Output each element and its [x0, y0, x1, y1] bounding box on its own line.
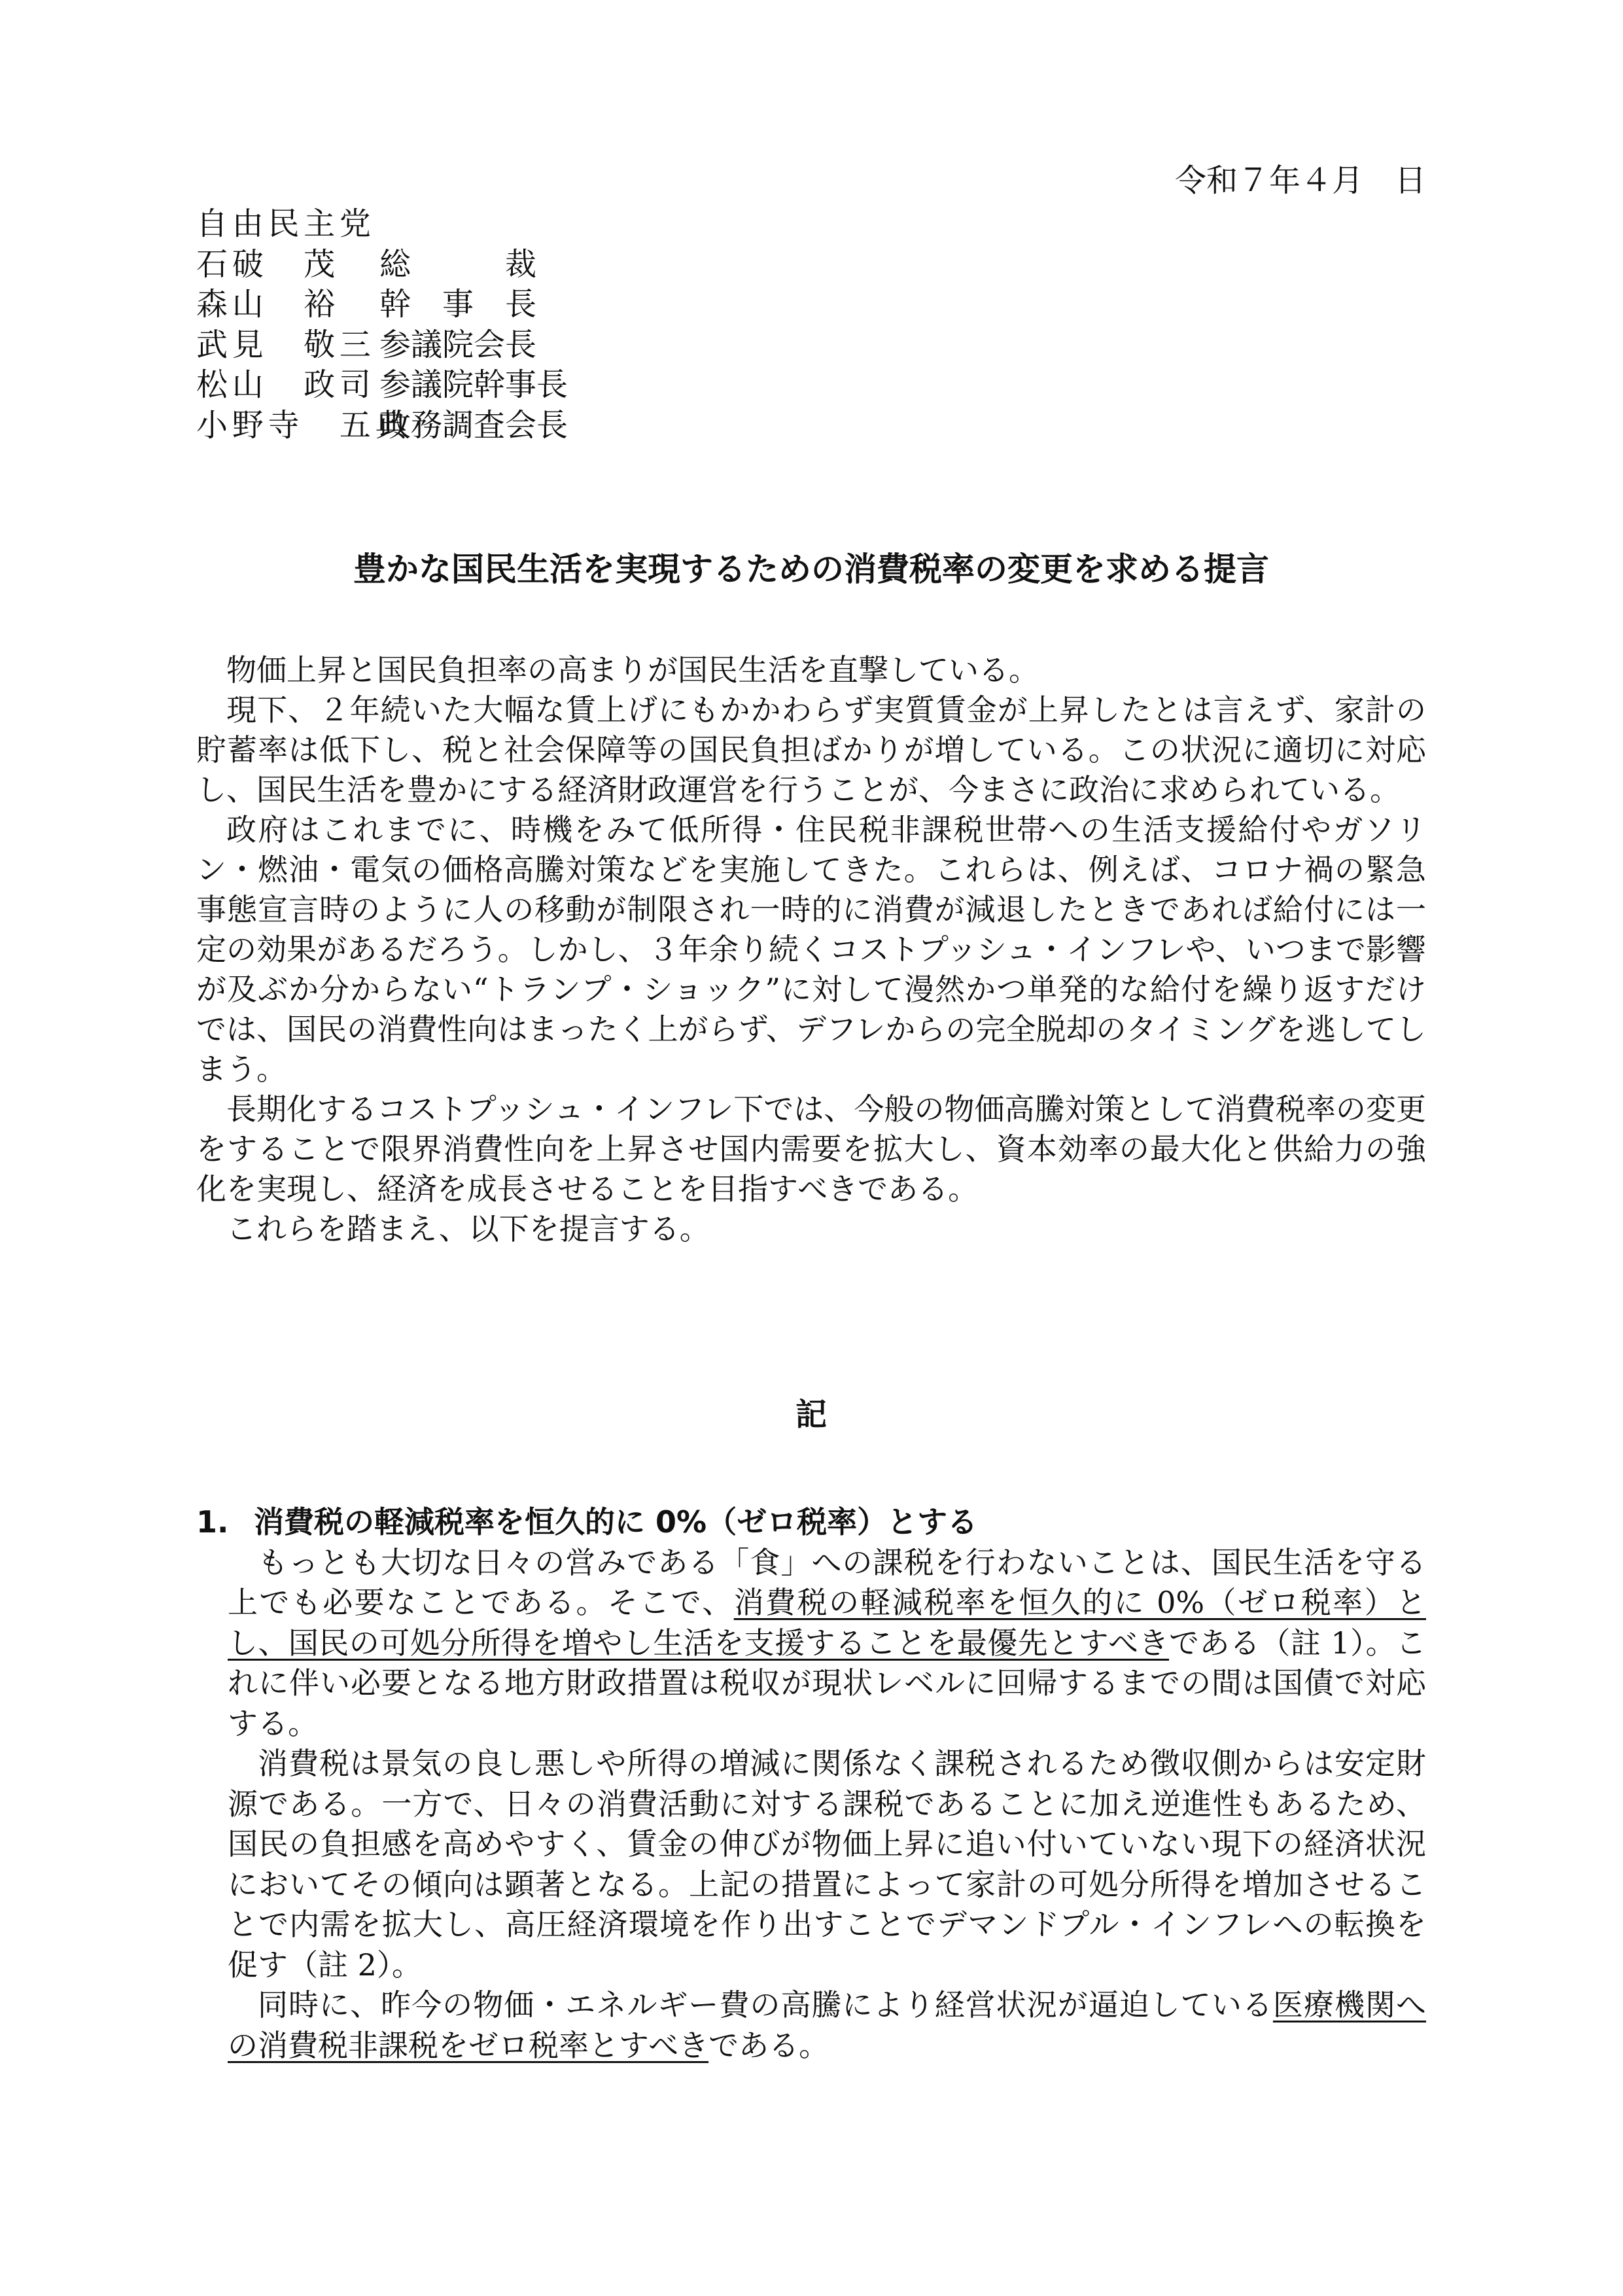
addressee-title: 政務調査会長 — [379, 406, 568, 444]
addressee-name: 石破 茂 — [196, 245, 340, 283]
intro-paragraph: 現下、２年続いた大幅な賃上げにもかかわらず実質賃金が上昇したとは言えず、家計の貯蓄率は低下し、税と社会保障等の国民負担ばかりが増している。この状況に適切に対応し、国民生活を豊かにする経済財政運営を行うことが、今まさに政治に求められている。 — [196, 692, 1426, 807]
paragraph-text: である（註 1）。これに伴い必要となる地方財政措置は税収が現状レベルに回帰するまでの間は国債で対応する。 — [228, 1625, 1426, 1741]
addressee-line — [196, 245, 654, 285]
addressee-name: 森山 裕 — [196, 286, 340, 323]
addressee-title: 参議院会長 — [379, 326, 537, 363]
addressee-name: 自由民主党 — [196, 205, 375, 242]
intro-paragraph: これらを踏まえ、以下を提言する。 — [226, 1211, 710, 1246]
addressee-line — [196, 365, 654, 406]
underlined-text: 医療機関への消費税非課税をゼロ税率とすべき — [228, 1987, 1427, 2063]
addressee-title: 総 裁 — [379, 245, 537, 283]
section-paragraph — [228, 1543, 1426, 1744]
intro-paragraph: 長期化するコストプッシュ・インフレ下では、今般の物価高騰対策として消費税率の変更をすることで限界消費性向を上昇させ国内需要を拡大し、資本効率の最大化と供給力の強化を実現し、経済を成長させることを目指すべきである。 — [196, 1091, 1426, 1207]
addressee-block — [196, 204, 654, 446]
addressee-line — [196, 325, 654, 366]
intro-paragraph: 政府はこれまでに、時機をみて低所得・住民税非課税世帯への生活支援給付やガソリン・燃油・電気の価格高騰対策などを実施してきた。これらは、例えば、コロナ禍の緊急事態宣言時のように人の移動が制限され一時的に消費が減退したときであれば給付には一定の効果があるだろう。しかし、３年余り続くコストプッシュ・インフレや、いつまで影響が及ぶか分からない“トランプ・ショック”に対して漫然かつ単発的な給付を繰り返すだけでは、国民の消費性向はまったく上がらず、デフレからの完全脱却のタイミングを逃してしまう。 — [196, 812, 1426, 1087]
addressee-line — [196, 204, 654, 245]
section-body — [196, 1543, 1426, 2066]
document-date: 令和７年４月 日 — [1174, 162, 1426, 199]
paragraph-text: である。 — [708, 2027, 829, 2063]
addressee-line — [196, 285, 654, 325]
section-paragraph — [228, 1985, 1426, 2066]
paragraph-text: 同時に、昨今の物価・エネルギー費の高騰により経営状況が逼迫している — [258, 1987, 1273, 2022]
paragraph-text: もっとも大切な日々の営みである「食」への課税を行わないことは、国民生活を守る上でも必要なことである。そこで、 — [228, 1544, 1426, 1620]
addressee-title: 幹 事 長 — [379, 286, 537, 323]
section-heading — [196, 1502, 1426, 1543]
section-1 — [196, 1502, 1426, 2066]
addressee-name: 松山 政司 — [196, 366, 375, 403]
section-heading-text: 消費税の軽減税率を恒久的に 0%（ゼロ税率）とする — [254, 1504, 978, 1540]
intro-body — [196, 650, 1426, 1249]
addressee-name: 武見 敬三 — [196, 326, 375, 363]
ki-heading: 記 — [795, 1396, 827, 1433]
addressee-title: 参議院幹事長 — [379, 366, 568, 403]
addressee-name: 小野寺 五典 — [196, 406, 411, 444]
addressee-line — [196, 406, 654, 446]
section-number: 1. — [196, 1504, 229, 1540]
underlined-text: 消費税の軽減税率を恒久的に 0%（ゼロ税率）とし、国民の可処分所得を増やし生活を支援することを最優先とすべき — [228, 1585, 1426, 1661]
document-title: 豊かな国民生活を実現するための消費税率の変更を求める提言 — [353, 550, 1269, 588]
section-paragraph: 消費税は景気の良し悪しや所得の増減に関係なく課税されるため徴収側からは安定財源である。一方で、日々の消費活動に対する課税であることに加え逆進性もあるため、国民の負担感を高めやすく、賃金の伸びが物価上昇に追い付いていない現下の経済状況においてその傾向は顕著となる。上記の措置によって家計の可処分所得を増加させることで内需を拡大し、高圧経済環境を作り出すことでデマンドプル・インフレへの転換を促す（註 2）。 — [228, 1746, 1427, 1983]
intro-paragraph: 物価上昇と国民負担率の高まりが国民生活を直撃している。 — [226, 652, 1039, 688]
